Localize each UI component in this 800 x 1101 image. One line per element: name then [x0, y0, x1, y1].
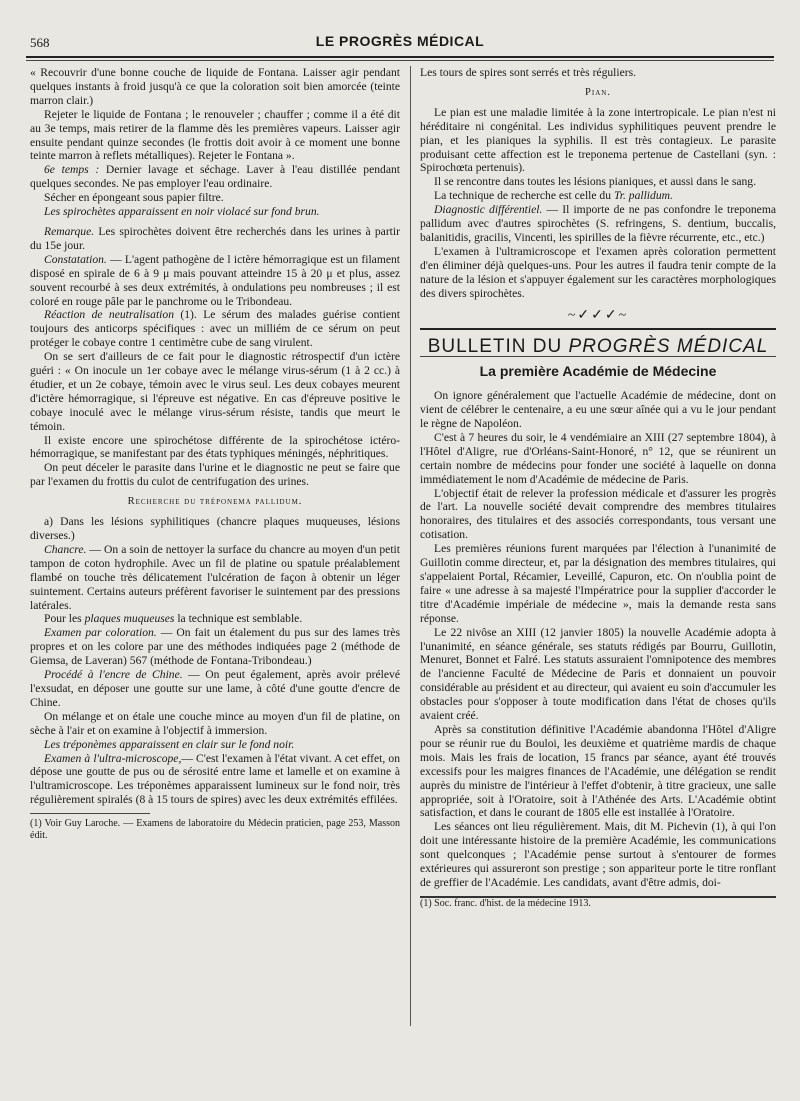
paragraph: Le pian est une maladie limitée à la zone intertropicale. Le pian n'est ni héréditaire ni congénital. Les individus syphilitiques peuvent prendre le pian, et les pianiques la syphilis. Il est très contagieux. Le parasite produisant cette affection est le treponema pertenue de Castellani (syn. : Spirochœta pertenuis). [420, 105, 776, 175]
paragraph: L'examen à l'ultramicroscope et l'examen après coloration permettent d'en éliminer déjà quelques-uns. Pour les autres il faudra tenir compte de la nature de la lésion et s'appuyer également sur les caractères morphologiques des divers spirochètes. [420, 244, 776, 300]
column-divider [410, 66, 411, 1026]
bulletin-rule [420, 328, 776, 330]
paragraph: Les premières réunions furent marquées par l'élection à l'unanimité de Guillotin comme directeur, et, par la désignation des membres titulaires, qui s'appelaient Portal, Récamier, Leveillé, Capuron, etc. On n'oublia point de faire « une adresse à sa majesté l'Impératrice pour la supplier d'accorder le titre d'Académie impériale de médecine », mais la demande resta sans réponse. [420, 542, 776, 625]
ornament-divider: ~✓✓✓~ [567, 307, 629, 323]
footnote: (1) Soc. franc. d'hist. de la médecine 1913. [420, 897, 591, 909]
paragraph: Examen par coloration. — On fait un étalement du pus sur des lames très propres et on les colore par une des méthodes indiquées page 2 (méthode de Giemsa, de Laveran) 567 (méthode de Fontana-Tribondeau.) [30, 626, 401, 668]
page-number: 568 [30, 35, 50, 50]
footnote-rule [30, 813, 150, 814]
section-heading: Recherche du tréponema pallidum. [127, 496, 303, 508]
right-column [420, 66, 776, 910]
paragraph: Constatation. — L'agent pathogène de l ictère hémorragique est un filament disposé en spirale de 6 à 9 μ mais pouvant atteindre 15 à 20 μ et plus, assez souvent recourbé à ses deux extrémités, à ondulations peu nombreuses ; il est coloré en rouge pâle par le panchrome ou le Tribondeau. [30, 252, 400, 308]
paragraph: Les spirochètes apparaissent en noir violacé sur fond brun. [44, 205, 320, 219]
paragraph: a) Dans les lésions syphilitiques (chancre plaques muqueuses, lésions diverses.) [30, 515, 400, 542]
paragraph: On mélange et on étale une couche mince au moyen d'un fil de platine, on sèche à l'air et on examine à l'objectif à immersion. [30, 709, 400, 737]
bulletin-heading: BULLETIN DU PROGRÈS MÉDICAL [427, 336, 769, 358]
header-rule [26, 56, 774, 58]
paragraph: Réaction de neutralisation (1). Le sérum des malades guérise contient toujours des anticorps spécifiques : avec un milliém de ce sérum on peut protéger le cobaye contre 1 centimètre cube de sang virulent. [30, 308, 400, 350]
paragraph: Les séances ont lieu régulièrement. Mais, dit M. Pichevin (1), à qui l'on doit une intéressante histoire de la première Académie, les communications sont quelconques ; l'Académie pense surtout à s'entourer de formes extérieures qui assureront son prestige ; son appariteur porte le titre ronflant de greffier de l'Académie. Les candidats, avant d'être admis, doi- [420, 820, 776, 889]
paragraph: On ignore généralement que l'actuelle Académie de médecine, dont on vient de célébrer le centenaire, a eu une sœur aînée qui a vu le jour pendant le règne de Napoléon. [420, 389, 776, 431]
paragraph: Le 22 nivôse an XIII (12 janvier 1805) la nouvelle Académie adopta à l'unanimité, en séance générale, ses statuts rédigés par Bourru, Guillotin, Menuret, Bonnet et Falré. Les statuts assuraient l'omnipotence des membres de l'ancienne Faculté de Médecine de Paris et donnaient un pouvoir considérable au président et au directeur, qui avaient eu soin d'accumuler les obstacles pour s'opposer à toute modification dans l'état de choses qu'ils avaient créé. [420, 625, 776, 723]
section-heading: Pian. [585, 86, 611, 98]
paragraph: Remarque. Les spirochètes doivent être recherchés dans les urines à partir du 15e jour. [30, 224, 400, 252]
article-title: La première Académie de Médecine [479, 363, 717, 380]
paragraph: Les tréponèmes apparaissent en clair sur le fond noir. [44, 737, 295, 751]
paragraph: Après sa constitution définitive l'Académie abandonna l'Hôtel d'Aligre pour se réunir rue du Bouloi, les deuxième et quatrième mardis de chaque mois. Mais les frais de location, 15 francs par séance, ayant été trouvés excessifs pour les maigres finances de l'Académie, une délégation se rendit auprès du ministre de l'intérieur à l'effet d'obtenir, à titre gracieux, une salle appropriée, soit à l'Oratoire, soit à l'Athénée des Arts. L'Académie obtint satisfaction, et dans le courant de 1805 elle est installée à l'Oratoire. [420, 722, 776, 820]
paragraph: Sécher en épongeant sous papier filtre. [44, 191, 224, 205]
paragraph: Rejeter le liquide de Fontana ; le renouveler ; chauffer ; comme il a été dit au 3e temps, mais retirer de la flamme dès les premières vapeurs. Laisser agir ensuite pendant quinze secondes (le frottis doit avoir à ce moment une bonne teinte marron à reflets métalliques). Rejeter le Fontana ». [30, 107, 400, 163]
header-rule-thin [26, 60, 774, 61]
paragraph: La technique de recherche est celle du Tr. pallidum. [434, 189, 673, 203]
paragraph: On peut déceler le parasite dans l'urine et le diagnostic ne peut se faire que par l'examen du frottis du culot de centrifugation des urines. [30, 461, 400, 489]
footnote: (1) Voir Guy Laroche. — Examens de laboratoire du Médecin praticien, page 253, Masson édit. [30, 818, 400, 842]
paragraph: Les tours de spires sont serrés et très réguliers. [420, 66, 637, 79]
paragraph: Diagnostic différentiel. — Il importe de ne pas confondre le treponema pallidum avec d'autres spirochètes (S. refringens, S. dentium, buccalis, balanitidis, gracilis, Vincenti, les spirilles de la fièvre récurrente, etc., etc.) [420, 203, 776, 244]
paragraph: Procédé à l'encre de Chine. — On peut également, après avoir prélevé l'exsudat, en déposer une goutte sur une lame, à côté d'une goutte d'encre de Chine. [30, 668, 400, 709]
paragraph: Il existe encore une spirochétose différente de la spirochétose ictéro-hémorragique, se manifestant par des états typhiques méningés, néphritiques. [30, 433, 400, 461]
paragraph: L'objectif était de relever la profession médicale et d'assurer les progrès de l'art. La nouvelle société devait comprendre des membres titulaires honoraires, des titulaires et des associés correspondants, tous versant une cotisation. [420, 486, 776, 542]
paragraph: Chancre. — On a soin de nettoyer la surface du chancre au moyen d'un petit tampon de coton hydrophile. Avec un fil de platine ou spatule préalablement flambé on touche très délicatement l'ulcération de façon à obtenir un léger suintement. Certains auteurs préfèrent favoriser le suintement par des pressions latérales. [30, 542, 400, 612]
paragraph: Examen à l'ultra-microscope,— C'est l'examen à l'état vivant. A cet effet, on dépose une goutte de pus ou de sérosité entre lame et lamelle et on examine à l'ultramicroscope. Les tréponèmes apparaissent lumineux sur le fond noir, très régulièrement spiralés (8 à 15 tours de spires) avec les deux extrémités effilées. [30, 751, 400, 807]
paragraph: 6e temps : Dernier lavage et séchage. Laver à l'eau distillée pendant quelques secondes. Ne pas employer l'eau ordinaire. [30, 163, 400, 191]
running-header [26, 33, 774, 53]
left-column [30, 66, 400, 842]
paragraph: « Recouvrir d'une bonne couche de liquide de Fontana. Laisser agir pendant quelques instants à froid jusqu'à ce que la coloration soit bien amorcée (teinte marron clair.) [30, 66, 400, 107]
paragraph: C'est à 7 heures du soir, le 4 vendémiaire an XIII (27 septembre 1804), à l'Hôtel d'Aligre, rue d'Orléans-Saint-Honoré, n° 12, que se réunirent un certain nombre de médecins pour fonder une société à laquelle on donna immédiatement le nom d'Académie de médecine de Paris. [420, 430, 776, 486]
paragraph: Il se rencontre dans toutes les lésions pianiques, et aussi dans le sang. [434, 175, 756, 189]
paragraph: On se sert d'ailleurs de ce fait pour le diagnostic rétrospectif d'un ictère guéri : « On inocule un 1er cobaye avec le mélange virus-sérum (1 à 2 cc.) à étudier, et un 2e cobaye, témoin avec le virus seul. Les deux cobayes meurent d'ictère hémorragique, si l'épreuve est négative. En cas d'épreuve positive le cobaye inoculé avec le mélange virus-sérum résiste, tandis que meurt le témoin. [30, 350, 400, 433]
paragraph: Pour les plaques muqueuses la technique est semblable. [44, 612, 303, 626]
journal-title: LE PROGRÈS MÉDICAL [315, 33, 485, 49]
